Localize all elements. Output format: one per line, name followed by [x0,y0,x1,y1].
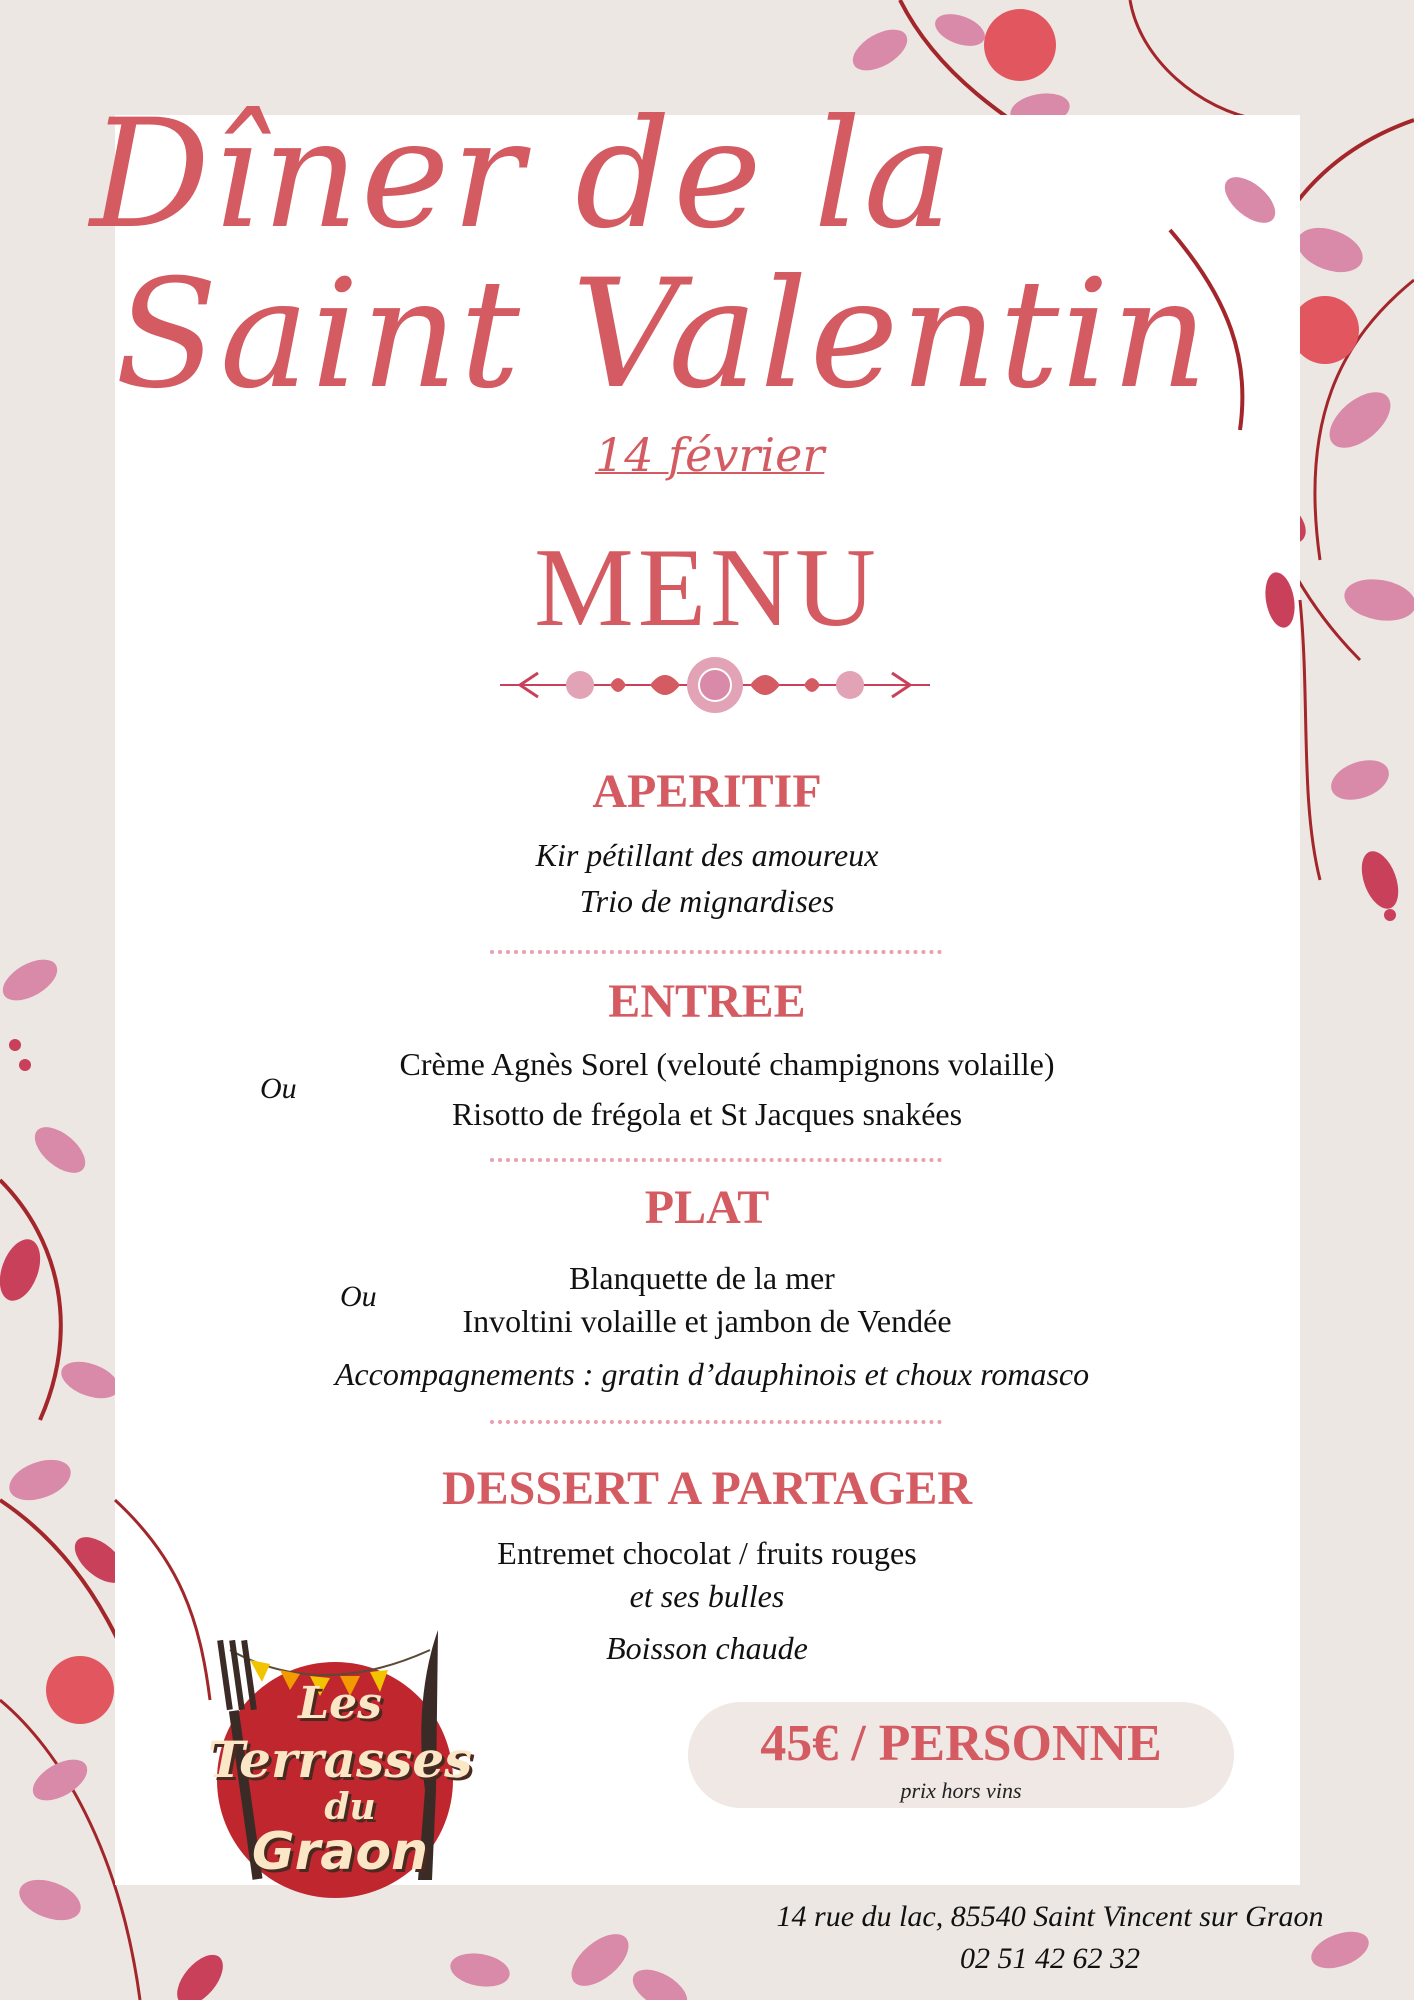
or-label: Ou [260,1072,297,1105]
title-line-2: Saint Valentin [115,248,1210,422]
logo-text-les: Les [298,1678,382,1729]
price-label: 45€ / PERSONNE [760,1715,1162,1772]
section-title-aperitif: APERITIF [592,765,822,818]
section-title-dessert: DESSERT A PARTAGER [441,1462,973,1515]
event-date: 14 février [595,428,825,482]
or-label: Ou [340,1280,377,1313]
section-title-entree: ENTREE [608,975,806,1028]
menu-item: Trio de mignardises [579,883,835,919]
footer-phone: 02 51 42 62 32 [960,1942,1140,1975]
logo-text-graon: Graon [251,1822,429,1882]
rose-ornament-icon [500,650,930,720]
menu-item: Risotto de frégola et St Jacques snakées [451,1096,963,1132]
price-note: prix hors vins [900,1778,1022,1803]
logo-text-du: du [324,1786,376,1828]
menu-item: et ses bulles [629,1578,785,1614]
menu-item: Involtini volaille et jambon de Vendée [462,1303,952,1339]
title-line-1: Dîner de la [90,88,955,262]
menu-item: Blanquette de la mer [569,1260,835,1296]
menu-note: Accompagnements : gratin d’dauphinois et choux romasco [334,1356,1090,1392]
logo-text-terrasses: Terrasses [207,1730,473,1789]
menu-heading: MENU [534,526,880,650]
menu-item: Boisson chaude [606,1630,808,1666]
dotted-separator [490,950,942,954]
price-badge [688,1702,1234,1808]
menu-item: Kir pétillant des amoureux [535,837,879,873]
menu-item: Crème Agnès Sorel (velouté champignons volaille) [399,1046,1055,1082]
dotted-separator [490,1158,942,1162]
restaurant-logo [170,1590,510,1900]
dotted-separator [490,1420,942,1424]
menu-item: Entremet chocolat / fruits rouges [497,1535,917,1571]
footer-address: 14 rue du lac, 85540 Saint Vincent sur Graon [776,1900,1324,1933]
section-title-plat: PLAT [644,1181,770,1234]
